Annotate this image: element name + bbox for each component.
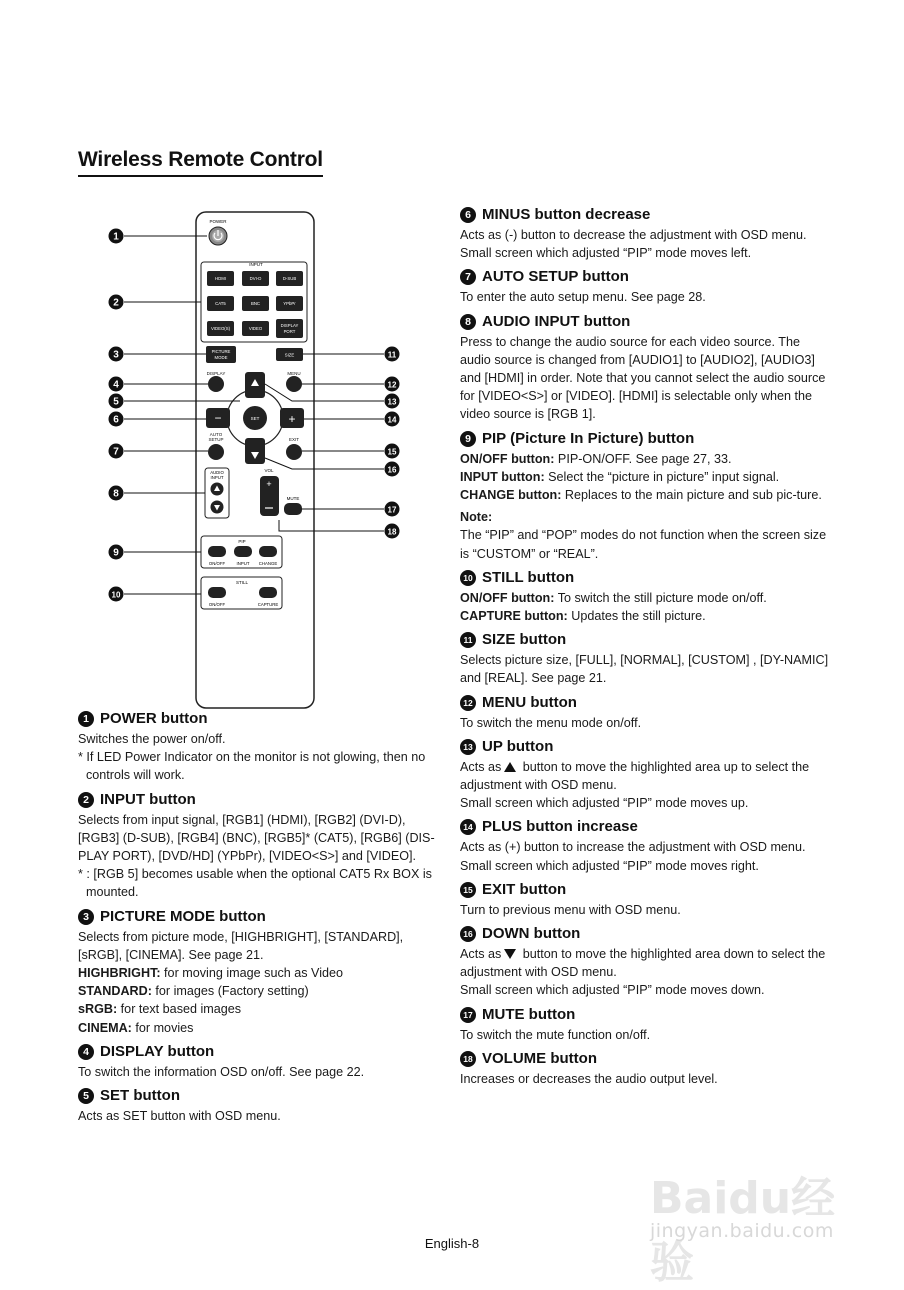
- item-title: PICTURE MODE button: [100, 907, 266, 925]
- callout-9-number: 9: [113, 547, 119, 559]
- callout-7-number: 7: [113, 446, 119, 458]
- item-number-badge: 14: [460, 819, 476, 835]
- item-line-text: Acts as (-) button to decrease the adjustment with OSD menu.: [460, 228, 807, 242]
- right-description-column: [460, 204, 832, 1092]
- description-item-2: [78, 789, 440, 902]
- callout-4-number: 4: [113, 379, 119, 391]
- item-line: [78, 1000, 440, 1018]
- item-line: [460, 288, 832, 306]
- item-heading: [460, 692, 832, 714]
- description-item-17: [460, 1004, 832, 1044]
- audio-input-label-2: INPUT: [210, 475, 224, 480]
- item-heading: [460, 879, 832, 901]
- item-title: STILL button: [482, 568, 575, 586]
- display-label: DISPLAY: [206, 371, 226, 376]
- item-title: MINUS button decrease: [482, 206, 651, 223]
- set-label: SET: [250, 416, 260, 421]
- description-item-3: [78, 906, 440, 1037]
- mute-button[interactable]: [284, 503, 302, 515]
- callout-16-number: 16: [387, 465, 397, 475]
- item-line: [460, 651, 832, 687]
- menu-button[interactable]: [286, 376, 302, 392]
- item-title: AUDIO INPUT button: [482, 312, 631, 330]
- item-number-badge: 11: [460, 632, 476, 648]
- power-label: POWER: [209, 219, 227, 224]
- size-label: SIZE: [284, 352, 295, 358]
- audio-input-label-1: AUDIO: [210, 470, 224, 475]
- item-number-badge: 7: [460, 269, 476, 285]
- description-item-16: [460, 923, 832, 1000]
- item-title: VOLUME button: [482, 1049, 597, 1067]
- item-line: [460, 589, 832, 607]
- pip-onoff-button[interactable]: [208, 546, 226, 557]
- still-onoff-label: ON/OFF: [208, 602, 226, 607]
- auto-setup-label-1: AUTO: [209, 432, 223, 437]
- item-line: [78, 928, 440, 964]
- item-heading: [78, 1041, 440, 1063]
- item-title: UP button: [482, 737, 554, 755]
- item-line: [460, 857, 832, 875]
- description-item-1: [78, 708, 440, 785]
- pip-input-label: INPUT: [236, 561, 250, 566]
- dsub-label: D-SUB: [282, 276, 297, 281]
- item-number-badge: 17: [460, 1007, 476, 1023]
- callout-8-number: 8: [113, 488, 119, 500]
- description-item-14: [460, 816, 832, 874]
- callout-2-number: 2: [113, 297, 119, 309]
- item-line: [460, 758, 832, 794]
- auto-setup-button[interactable]: [208, 444, 224, 460]
- item-line-label: ON/OFF button:: [460, 590, 555, 605]
- item-line-text: Small screen which adjusted “PIP” mode moves down.: [460, 983, 765, 998]
- item-title: PLUS button increase: [482, 818, 638, 836]
- item-line-text: for movies: [131, 1020, 194, 1035]
- item-line: [460, 714, 832, 732]
- item-line-text: Select the “picture in picture” input signal.: [544, 469, 780, 484]
- item-line: [460, 607, 832, 625]
- item-line-text: Increases or decreases the audio output level.: [460, 1071, 718, 1086]
- cat5-label: CAT5: [215, 301, 226, 306]
- item-line-text: for images (Factory setting): [151, 984, 309, 999]
- vol-label: VOL: [264, 468, 274, 473]
- callout-13-number: 13: [387, 397, 397, 407]
- item-line-text: To switch the information OSD on/off. See page 22.: [78, 1064, 365, 1079]
- item-title: INPUT button: [100, 790, 196, 808]
- item-line-text: To enter the auto setup menu. See page 28.: [460, 290, 706, 305]
- item-line-prefix: Acts as: [460, 759, 502, 774]
- item-line-label: sRGB:: [78, 1002, 118, 1017]
- item-line-text: Small screen which adjusted “PIP” mode moves right.: [460, 858, 759, 873]
- watermark: [650, 1150, 860, 1288]
- exit-label: EXIT: [288, 437, 300, 442]
- callout-18-number: 18: [387, 527, 397, 537]
- item-line: [460, 333, 832, 424]
- item-title: MUTE button: [482, 1005, 576, 1023]
- item-title: SET button: [100, 1087, 180, 1105]
- callout-17-number: 17: [387, 505, 397, 515]
- item-line: [460, 1026, 832, 1044]
- item-line-label: CHANGE button:: [460, 488, 562, 503]
- item-number-badge: 4: [78, 1044, 94, 1060]
- item-line: [460, 945, 832, 981]
- item-heading: [460, 311, 832, 333]
- item-title: DISPLAY button: [100, 1042, 215, 1060]
- watermark-url: jingyan.baidu.com: [650, 1220, 834, 1242]
- callout-1-number: 1: [113, 231, 119, 243]
- item-heading: [460, 736, 832, 758]
- description-item-9: [460, 428, 832, 563]
- item-line-label: ON/OFF button:: [460, 451, 555, 466]
- item-title: POWER button: [100, 710, 208, 727]
- item-line: [460, 450, 832, 468]
- item-heading: [460, 204, 832, 226]
- picture-mode-label-2: MODE: [214, 355, 228, 360]
- item-title: MENU button: [482, 693, 577, 711]
- item-title: SIZE button: [482, 631, 567, 649]
- plus-label: +: [288, 412, 296, 426]
- item-line-text: Replaces to the main picture and sub pic-ture.: [561, 488, 822, 503]
- item-number-badge: 16: [460, 926, 476, 942]
- item-heading: [78, 906, 440, 928]
- item-line: [78, 748, 440, 784]
- item-line: [460, 901, 832, 919]
- item-number-badge: 1: [78, 711, 94, 727]
- menu-label: MENU: [287, 371, 301, 376]
- item-heading: [78, 708, 440, 730]
- callout-5-number: 5: [113, 396, 119, 408]
- pip-input-button[interactable]: [234, 546, 252, 557]
- callout-11-number: 11: [387, 350, 397, 360]
- picture-mode-label-1: PICTURE: [211, 349, 231, 354]
- down-button[interactable]: [245, 438, 265, 464]
- item-line-prefix: Acts as: [460, 947, 502, 962]
- item-line: [460, 226, 832, 244]
- item-line: [460, 486, 832, 504]
- down-triangle-icon: [504, 949, 516, 959]
- dvid-label: DVI-D: [249, 276, 262, 281]
- bnc-label: BNC: [250, 301, 261, 306]
- item-heading: [460, 629, 832, 651]
- item-number-badge: 18: [460, 1051, 476, 1067]
- item-line: [78, 730, 440, 748]
- callout-12-number: 12: [387, 380, 397, 390]
- item-heading: [460, 1004, 832, 1026]
- page-title: Wireless Remote Control: [78, 148, 323, 177]
- display-port-label-1: DISPLAY: [280, 323, 299, 328]
- item-heading: [460, 428, 832, 450]
- item-line-text: Turn to previous menu with OSD menu.: [460, 902, 681, 917]
- item-line: [78, 811, 440, 866]
- item-heading: [78, 1085, 440, 1107]
- item-line: [460, 838, 832, 856]
- item-line-text: Selects from input signal, [RGB1] (HDMI), [RGB2] (DVI-D), [RGB3] (D-SUB), [RGB4] (BNC), [RGB5]* (CAT5), [RGB6] (DIS-PLAY PORT), [DVD/HD] (YPbPr), [VIDEO<S>] and [VIDEO].: [78, 812, 435, 864]
- description-item-6: [460, 204, 832, 262]
- item-heading: [460, 266, 832, 288]
- item-line: [460, 1070, 832, 1088]
- item-title: DOWN button: [482, 925, 581, 943]
- item-number-badge: 6: [460, 207, 476, 223]
- description-item-18: [460, 1048, 832, 1088]
- item-title: PIP (Picture In Picture) button: [482, 429, 695, 447]
- note-text: The “PIP” and “POP” modes do not function when the screen size is “CUSTOM” or “REAL”.: [460, 528, 827, 561]
- description-item-15: [460, 879, 832, 919]
- item-line-text: Acts as SET button with OSD menu.: [78, 1109, 281, 1124]
- callout-10-number: 10: [111, 590, 121, 600]
- item-line-label: STANDARD:: [78, 984, 152, 999]
- item-number-badge: 13: [460, 739, 476, 755]
- description-item-4: [78, 1041, 440, 1081]
- description-item-5: [78, 1085, 440, 1125]
- item-title: AUTO SETUP button: [482, 268, 629, 286]
- item-line: [78, 964, 440, 982]
- note-label: Note:: [460, 510, 493, 525]
- item-line-text: Updates the still picture.: [567, 609, 706, 624]
- item-line: [460, 981, 832, 999]
- item-line-text: Small screen which adjusted “PIP” mode moves up.: [460, 796, 749, 811]
- item-heading: [460, 923, 832, 945]
- item-line-text: Acts as (+) button to increase the adjustment with OSD menu.: [460, 840, 806, 855]
- callout-15-number: 15: [387, 447, 397, 457]
- item-heading: [460, 1048, 832, 1070]
- item-heading: [460, 816, 832, 838]
- item-number-badge: 15: [460, 882, 476, 898]
- item-line-text: Press to change the audio source for each video source. The audio source is changed from [AUDIO1] to [AUDIO2], [AUDIO3] and [HDMI] in order. Note that you cannot select the audio source for [VIDEO<S>] or [VIDEO]. [HDMI] is selectable only when the video source is [RGB 1].: [460, 334, 826, 422]
- item-line-text: for moving image such as Video: [160, 966, 344, 981]
- description-item-10: [460, 567, 832, 625]
- callout-3-number: 3: [113, 349, 119, 361]
- item-line-text: To switch the still picture mode on/off.: [554, 590, 767, 605]
- description-item-8: [460, 311, 832, 424]
- pip-change-button[interactable]: [259, 546, 277, 557]
- description-item-11: [460, 629, 832, 687]
- left-description-column: [78, 708, 440, 1129]
- still-label: STILL: [235, 580, 249, 585]
- item-number-badge: 8: [460, 314, 476, 330]
- item-line-text: button to move the highlighted area down to select the adjustment with OSD menu.: [460, 947, 826, 980]
- page-footer: English-8: [424, 1236, 480, 1251]
- item-line: [78, 1063, 440, 1081]
- still-onoff-button[interactable]: [208, 587, 226, 598]
- item-line: [460, 794, 832, 812]
- description-item-7: [460, 266, 832, 306]
- up-triangle-icon: [504, 762, 516, 772]
- item-line-label: INPUT button:: [460, 469, 545, 484]
- item-line: [78, 865, 440, 901]
- exit-button[interactable]: [286, 444, 302, 460]
- item-line-text: PIP-ON/OFF. See page 27, 33.: [554, 451, 732, 466]
- watermark-brand: Baidu经验: [650, 1173, 836, 1288]
- item-line-text: button to move the highlighted area up to select the adjustment with OSD menu.: [460, 759, 810, 793]
- item-line: [78, 982, 440, 1000]
- item-line-text: To switch the mute function on/off.: [460, 1027, 651, 1042]
- still-capture-label: CAPTURE: [257, 602, 279, 607]
- callout-14-number: 14: [387, 415, 397, 425]
- item-heading: [78, 789, 440, 811]
- item-number-badge: 3: [78, 909, 94, 925]
- mute-label: MUTE: [286, 496, 300, 501]
- svg-text:+: +: [266, 479, 272, 489]
- item-number-badge: 12: [460, 695, 476, 711]
- pip-onoff-label: ON/OFF: [208, 561, 226, 566]
- item-line: [78, 1019, 440, 1037]
- item-line: [78, 1107, 440, 1125]
- item-line-text: for text based images: [117, 1002, 242, 1017]
- display-button[interactable]: [208, 376, 224, 392]
- item-heading: [460, 567, 832, 589]
- item-line-label: HIGHBRIGHT:: [78, 966, 161, 981]
- item-line-text: Small screen which adjusted “PIP” mode moves left.: [460, 246, 752, 261]
- item-line: [460, 468, 832, 486]
- pip-label: PIP: [238, 539, 246, 544]
- videos-label: VIDEO(S): [210, 326, 231, 331]
- video-label: VIDEO: [248, 326, 263, 331]
- item-line-text: To switch the menu mode on/off.: [460, 715, 642, 730]
- item-number-badge: 5: [78, 1088, 94, 1104]
- item-line-text: * If LED Power Indicator on the monitor is not glowing, then no controls will work.: [78, 750, 426, 783]
- item-line-text: Switches the power on/off.: [78, 732, 226, 746]
- item-line-text: Selects from picture mode, [HIGHBRIGHT], [STANDARD], [sRGB], [CINEMA]. See page 21.: [78, 929, 404, 962]
- description-item-13: [460, 736, 832, 813]
- item-number-badge: 2: [78, 792, 94, 808]
- item-line-label: CINEMA:: [78, 1020, 132, 1035]
- pip-change-label: CHANGE: [258, 561, 278, 566]
- hdmi-label: HDMI: [215, 276, 226, 281]
- description-item-12: [460, 692, 832, 732]
- minus-label: −: [214, 411, 222, 425]
- ypbpr-label: YPbPr: [283, 301, 296, 306]
- item-title: EXIT button: [482, 880, 567, 898]
- item-number-badge: 9: [460, 431, 476, 447]
- display-port-label-2: PORT: [283, 329, 296, 334]
- input-label: INPUT: [249, 262, 263, 267]
- callout-6-number: 6: [113, 414, 119, 426]
- item-number-badge: 10: [460, 570, 476, 586]
- item-line: [460, 244, 832, 262]
- item-line-text: Selects picture size, [FULL], [NORMAL], [CUSTOM] , [DY-NAMIC] and [REAL]. See page 21.: [460, 653, 829, 686]
- auto-setup-label-2: SETUP: [208, 437, 224, 442]
- item-line-text: * : [RGB 5] becomes usable when the optional CAT5 Rx BOX is mounted.: [78, 867, 432, 900]
- still-capture-button[interactable]: [259, 587, 277, 598]
- item-line-label: CAPTURE button:: [460, 609, 568, 624]
